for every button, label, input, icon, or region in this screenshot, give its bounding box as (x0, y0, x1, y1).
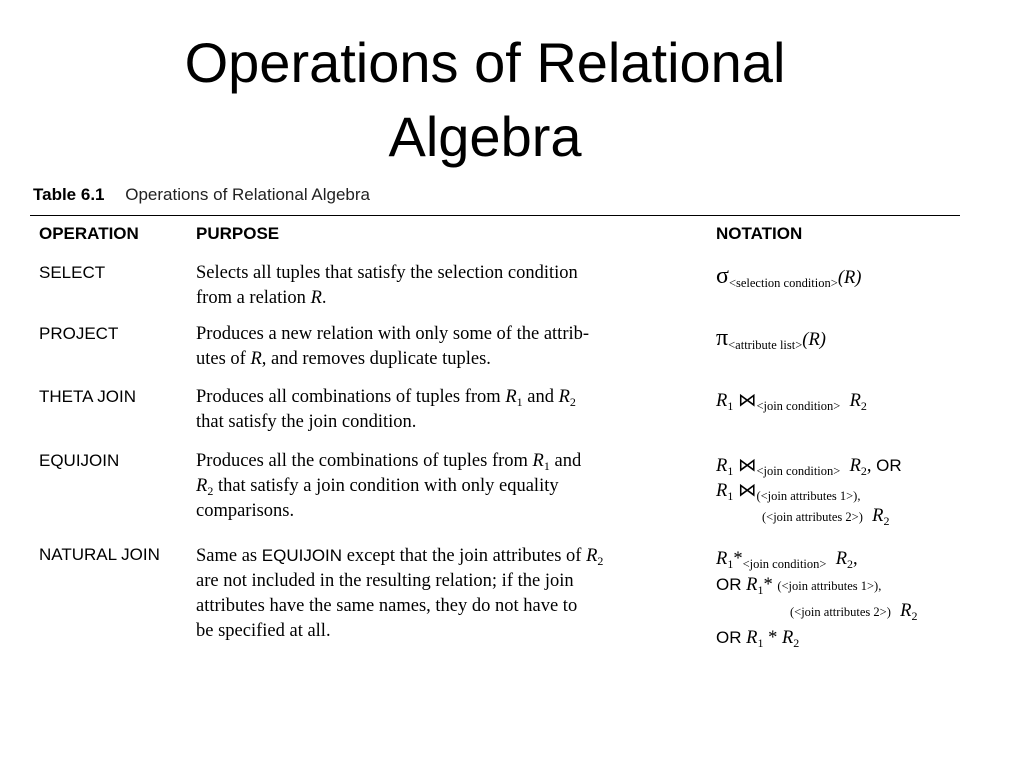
row-equijoin-purpose: Produces all the combinations of tuples from $R_1$ and $R_2$ that satisfy a join condition with only equality comparisons. (196, 451, 582, 521)
table-top-rule (30, 215, 960, 216)
bowtie-join-icon: ⋈ (737, 391, 757, 411)
row-select-notation: $\sigma_{<selection condition>}(R)$ (716, 263, 862, 290)
slide-title (0, 26, 970, 174)
row-select-operation: SELECT (39, 263, 106, 282)
row-theta-join-purpose: Produces all combinations of tuples from $R_1$ and $R_2$ that satisfy the join condition. (196, 387, 576, 432)
slide-title-line-1: Operations of Relational (184, 31, 786, 94)
row-equijoin-operation: EQUIJOIN (39, 451, 120, 470)
header-purpose: PURPOSE (196, 224, 280, 243)
row-natural-join-operation: NATURAL JOIN (39, 545, 160, 564)
header-operation: OPERATION (39, 224, 139, 243)
row-theta-join-operation: THETA JOIN (39, 387, 136, 406)
table-label: Table 6.1 (33, 185, 105, 204)
asterisk-join-icon: * (763, 575, 773, 595)
bowtie-join-icon: ⋈ (737, 481, 757, 501)
row-project-notation: $\pi_{<attribute list>}(R)$ (716, 325, 826, 352)
pi-symbol: π (716, 325, 729, 351)
row-select-purpose: Selects all tuples that satisfy the selection condition from a relation R. (196, 263, 578, 308)
row-project-purpose: Produces a new relation with only some of the attrib- utes of R, and removes duplicate tuples. (196, 324, 590, 369)
row-natural-join-purpose: Same as EQUIJOIN except that the join attributes of $R_2$ are not included in the resulting relation; if the join attributes have the same names, they do not have to be specified at all. (196, 546, 604, 641)
table-caption-text: Operations of Relational Algebra (125, 185, 370, 204)
table-caption (33, 185, 370, 205)
header-notation: NOTATION (716, 224, 803, 243)
row-theta-join-notation: $R_1$ $⋈_{<join condition>}$ $R_2$ (716, 391, 867, 413)
sigma-symbol: σ (716, 263, 729, 289)
row-natural-join-notation: $R_1*_{<join condition>}$ $R_2$, OR $R_1*$ (<join attributes 1>), (<join attributes 2>) $R_2$ OR $R_1 * R_2$ (716, 549, 918, 650)
asterisk-join-icon: * (768, 628, 778, 648)
slide-title-line-2: Algebra (388, 105, 582, 168)
row-project-operation: PROJECT (39, 324, 119, 343)
asterisk-join-icon: * (733, 549, 743, 569)
bowtie-join-icon: ⋈ (737, 456, 757, 476)
row-equijoin-notation: $R_1$ $⋈_{<join condition>}$ $R_2$, OR $R_1$ $⋈_{(<join attributes 1>),}$ (<join attributes 2>) $R_2$ (716, 456, 902, 528)
